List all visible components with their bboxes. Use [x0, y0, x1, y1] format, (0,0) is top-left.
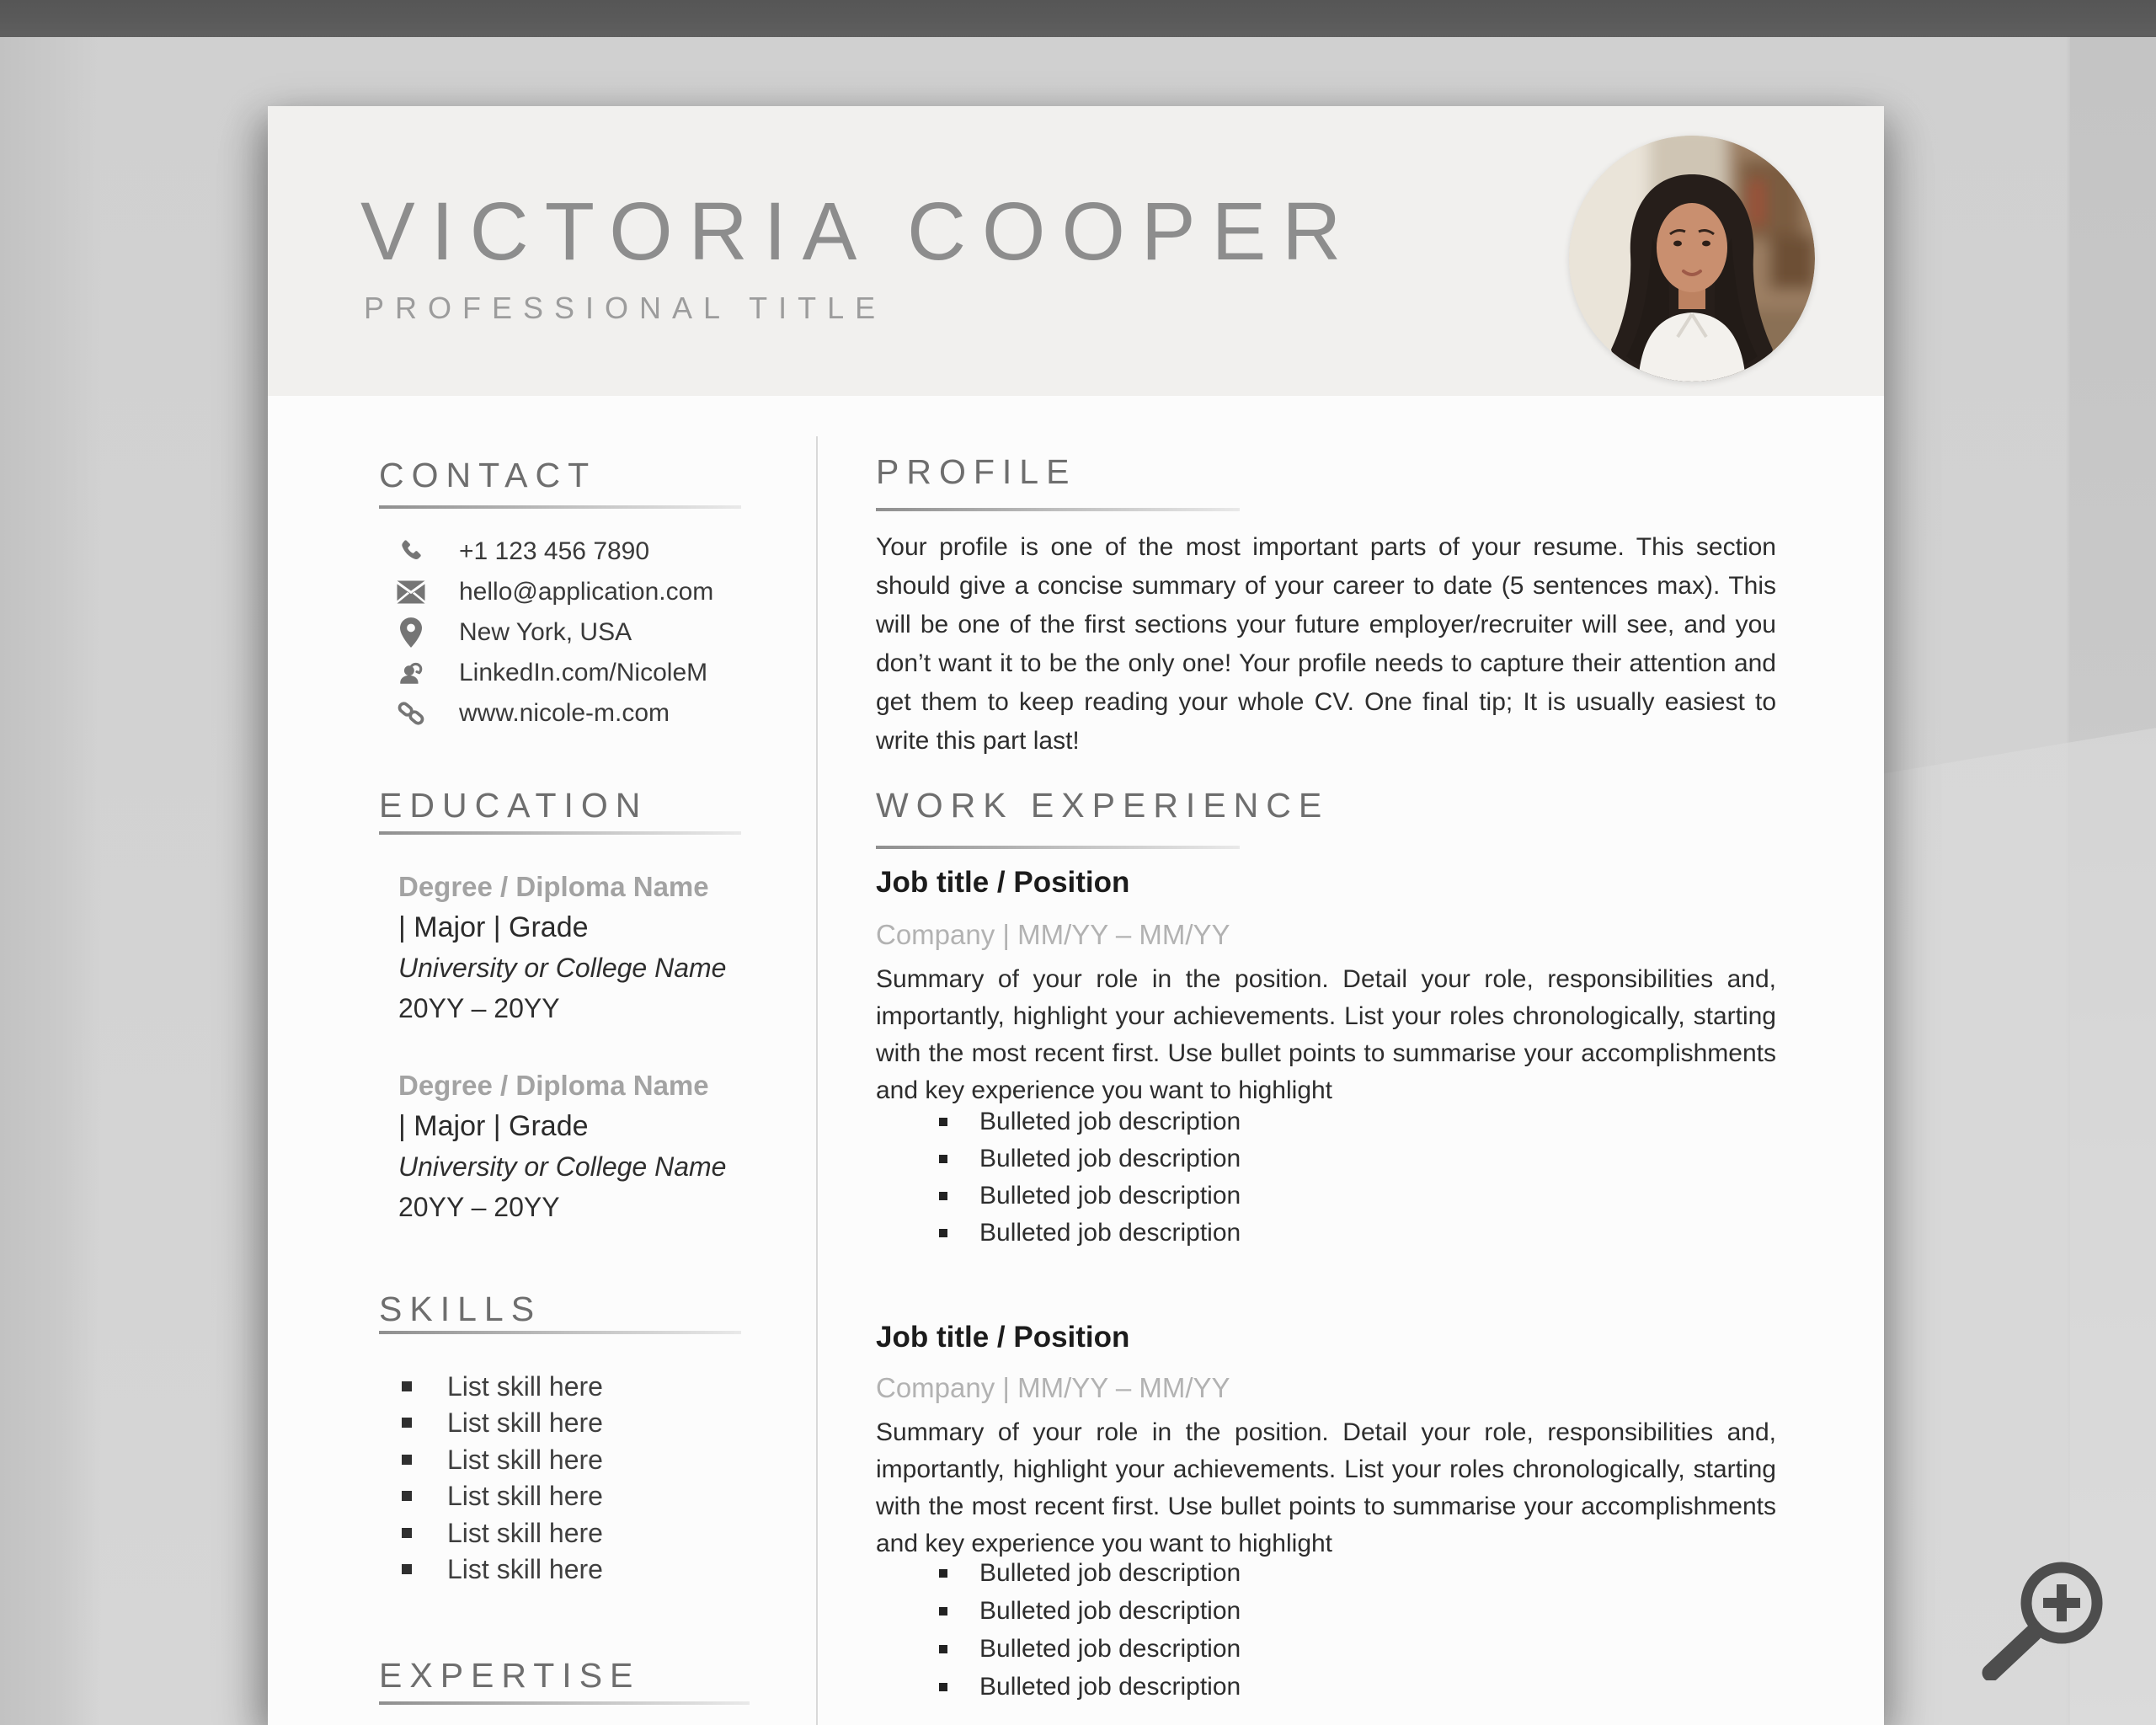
job-summary: Summary of your role in the position. Detail your role, responsibilities and, importantly, highlight your achievements. List your roles chronologically, starting with the most recent first. Use bullet points to summarise your accomplishments and key experience you want to highlight	[876, 1418, 1776, 1557]
education-entry	[398, 1065, 769, 1227]
profile-text: Your profile is one of the most important parts of your resume. This section should give a concise summary of your career to date (5 sentences max). This will be one of the first sections your future employer/recruiter will see, and you don’t want it to be the only one! Your profile needs to capture their attention and get them to keep reading your whole CV. One final tip; It is usually easiest to write this part last!	[876, 533, 1776, 755]
square-bullet-icon	[939, 1569, 947, 1578]
contact-underline	[379, 505, 741, 509]
profile-underline	[876, 508, 1240, 511]
contact-row-website	[390, 693, 777, 734]
job-title: Job title / Position	[876, 1321, 1130, 1354]
candidate-name: VICTORIA COOPER	[360, 185, 1358, 277]
top-dark-bar	[0, 0, 2156, 37]
email-address: hello@application.com	[459, 578, 714, 606]
square-bullet-icon	[939, 1683, 947, 1691]
job-bullet	[939, 1631, 1697, 1668]
skill-item	[402, 1441, 772, 1478]
bullet-text: Bulleted job description	[979, 1635, 1241, 1663]
job-bullet	[939, 1555, 1697, 1592]
skills-underline	[379, 1331, 741, 1334]
skill-text: List skill here	[447, 1407, 603, 1438]
university-name: University or College Name	[398, 1151, 727, 1182]
skill-text: List skill here	[447, 1517, 603, 1548]
contact-row-email	[390, 572, 777, 612]
skill-text: List skill here	[447, 1480, 603, 1511]
skill-text: List skill here	[447, 1370, 603, 1402]
job-bullet	[939, 1215, 1697, 1252]
profile-heading: PROFILE	[876, 452, 1077, 491]
linkedin-person-icon	[390, 659, 432, 687]
job-bullet	[939, 1140, 1697, 1178]
square-bullet-icon	[939, 1607, 947, 1616]
skill-item	[402, 1404, 772, 1441]
bullet-text: Bulleted job description	[979, 1182, 1241, 1210]
phone-number: +1 123 456 7890	[459, 537, 650, 565]
degree-name: Degree / Diploma Name	[398, 871, 709, 902]
education-entry	[398, 867, 769, 1028]
contact-row-phone	[390, 531, 777, 572]
skill-item	[402, 1514, 772, 1551]
company-dates: Company | MM/YY – MM/YY	[876, 1372, 1230, 1403]
job-bullet	[939, 1103, 1697, 1140]
job-summary: Summary of your role in the position. Detail your role, responsibilities and, importantly, highlight your achievements. List your roles chronologically, starting with the most recent first. Use bullet points to summarise your accomplishments and key experience you want to highlight	[876, 965, 1776, 1104]
education-underline	[379, 831, 741, 835]
bullet-text: Bulleted job description	[979, 1219, 1241, 1247]
skill-item	[402, 1368, 772, 1405]
contact-row-linkedin	[390, 653, 777, 693]
link-icon	[390, 699, 432, 728]
education-heading: EDUCATION	[379, 786, 648, 825]
square-bullet-icon	[402, 1564, 412, 1574]
major-grade: | Major | Grade	[398, 1110, 589, 1142]
location-pin-icon	[390, 617, 432, 648]
linkedin-url: LinkedIn.com/NicoleM	[459, 659, 708, 686]
skill-item	[402, 1551, 772, 1588]
professional-title: PROFESSIONAL TITLE	[364, 291, 887, 325]
university-name: University or College Name	[398, 953, 727, 983]
job-bullet	[939, 1593, 1697, 1630]
job-bullet	[939, 1178, 1697, 1215]
square-bullet-icon	[402, 1491, 412, 1501]
square-bullet-icon	[939, 1118, 947, 1126]
bullet-text: Bulleted job description	[979, 1673, 1241, 1701]
bullet-text: Bulleted job description	[979, 1597, 1241, 1625]
square-bullet-icon	[939, 1229, 947, 1237]
education-years: 20YY – 20YY	[398, 993, 560, 1023]
degree-name: Degree / Diploma Name	[398, 1070, 709, 1101]
profile-photo	[1569, 136, 1815, 382]
column-divider	[816, 436, 818, 1725]
skill-item	[402, 1477, 772, 1514]
linkedin-handle-location: New York, USA	[459, 618, 632, 646]
square-bullet-icon	[939, 1645, 947, 1653]
square-bullet-icon	[402, 1418, 412, 1428]
contact-heading: CONTACT	[379, 456, 597, 494]
zoom-in-icon[interactable]	[1979, 1554, 2105, 1680]
work-experience-heading: WORK EXPERIENCE	[876, 786, 1330, 825]
square-bullet-icon	[939, 1155, 947, 1163]
square-bullet-icon	[402, 1381, 412, 1391]
work-experience-underline	[876, 846, 1240, 849]
expertise-heading: EXPERTISE	[379, 1656, 641, 1695]
portrait-photo-illustration	[1569, 136, 1815, 382]
square-bullet-icon	[402, 1528, 412, 1538]
major-grade: | Major | Grade	[398, 911, 589, 943]
bullet-text: Bulleted job description	[979, 1559, 1241, 1587]
bullet-text: Bulleted job description	[979, 1108, 1241, 1135]
resume-page	[268, 106, 1884, 1725]
skills-heading: SKILLS	[379, 1290, 542, 1328]
square-bullet-icon	[402, 1455, 412, 1465]
phone-icon	[390, 537, 432, 566]
resume-header	[268, 106, 1884, 396]
square-bullet-icon	[939, 1192, 947, 1200]
job-bullet	[939, 1669, 1697, 1706]
skill-text: List skill here	[447, 1553, 603, 1584]
education-years: 20YY – 20YY	[398, 1192, 560, 1222]
contact-row-location	[390, 612, 777, 653]
email-icon	[390, 580, 432, 604]
job-title: Job title / Position	[876, 866, 1130, 899]
bullet-text: Bulleted job description	[979, 1145, 1241, 1172]
background-shade-left	[0, 37, 101, 1725]
expertise-underline	[379, 1701, 750, 1705]
skill-text: List skill here	[447, 1444, 603, 1475]
company-dates: Company | MM/YY – MM/YY	[876, 919, 1230, 950]
website-url: www.nicole-m.com	[459, 699, 670, 727]
